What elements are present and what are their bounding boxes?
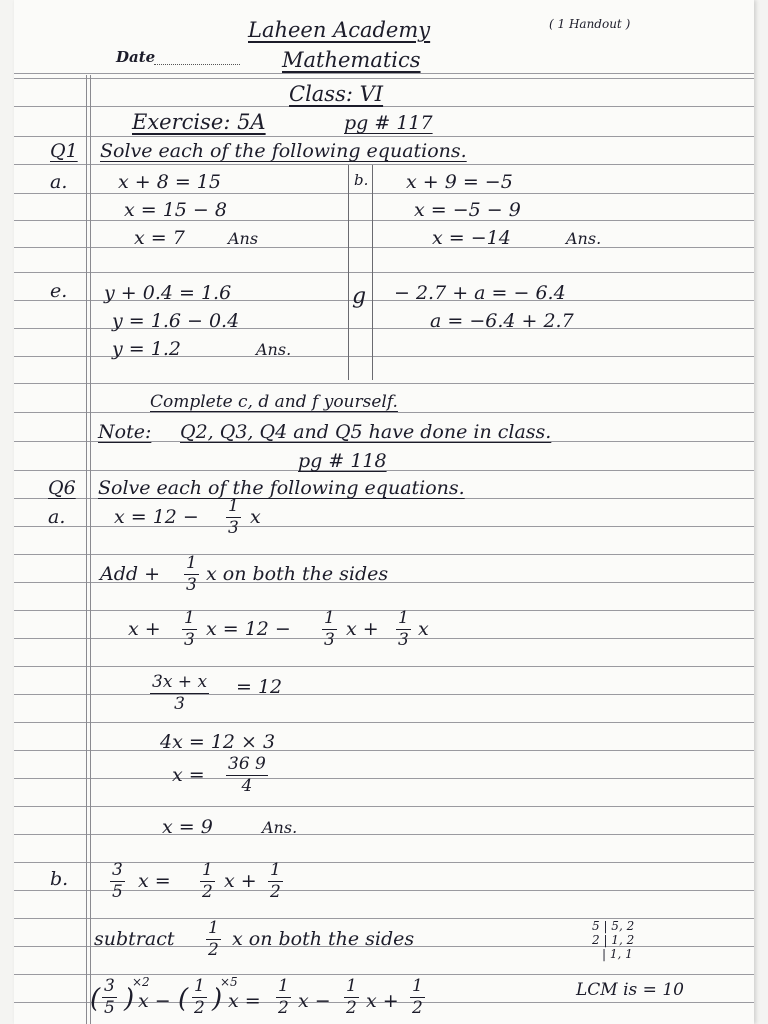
b-step2-frac-1-2 bbox=[192, 978, 207, 1017]
complete-instruction: Complete c, d and f yourself. bbox=[150, 392, 398, 412]
b-step2-paren-open-2: ( bbox=[178, 984, 189, 1014]
part-g-line-2: a = −6.4 + 2.7 bbox=[430, 310, 574, 332]
b-step2-mult-5: ×5 bbox=[220, 975, 238, 989]
subtract-fraction bbox=[206, 920, 221, 959]
fraction-denominator: 5 bbox=[104, 998, 115, 1018]
margin-line-outer bbox=[86, 75, 87, 1024]
column-divider-right bbox=[372, 165, 373, 380]
q1-instruction: Solve each of the following equations. bbox=[100, 140, 467, 162]
part-b-ans: Ans. bbox=[566, 229, 602, 248]
ruled-line bbox=[14, 974, 754, 975]
ruled-line bbox=[14, 383, 754, 384]
fraction-denominator: 2 bbox=[202, 882, 213, 902]
fraction-numerator: 1 bbox=[194, 976, 205, 996]
handout-page bbox=[14, 0, 754, 1024]
b-step2-frac-1-2-c bbox=[344, 978, 359, 1017]
step3-fraction bbox=[150, 674, 209, 713]
step2-end-var: x bbox=[418, 618, 429, 640]
step2-frac-1 bbox=[182, 610, 197, 649]
step6: x = 9 bbox=[162, 816, 213, 838]
step2-frac-3 bbox=[396, 610, 411, 649]
step2-mid: x = 12 − bbox=[206, 618, 291, 640]
b-step2-paren-close-2: ) bbox=[212, 984, 223, 1014]
lcm-work-1: 5 | 5, 2 bbox=[592, 919, 635, 933]
step5-fraction bbox=[226, 756, 268, 795]
q1-label: Q1 bbox=[50, 140, 78, 162]
part-b-line-3: x = −14 bbox=[432, 227, 511, 249]
ruled-line bbox=[14, 610, 754, 611]
fraction-numerator: 1 bbox=[346, 976, 357, 996]
part-a-line-2: x = 15 − 8 bbox=[124, 199, 227, 221]
fraction-numerator: 1 bbox=[324, 608, 335, 628]
ruled-line bbox=[14, 638, 754, 639]
fraction-numerator: 1 bbox=[186, 553, 197, 573]
b-eq-mid: x = bbox=[138, 870, 171, 892]
class-label: Class: VI bbox=[289, 82, 384, 106]
fraction-numerator: 1 bbox=[202, 860, 213, 880]
b-step2-c: x − bbox=[298, 990, 331, 1012]
page-118-ref: pg # 118 bbox=[298, 450, 387, 472]
ruled-line bbox=[14, 834, 754, 835]
fraction-numerator: 3 bbox=[112, 860, 123, 880]
part-a-line-3: x = 7 bbox=[134, 227, 185, 249]
ruled-line bbox=[14, 73, 754, 74]
handout-label: ( 1 Handout ) bbox=[549, 17, 631, 31]
part-b-label: b. bbox=[354, 171, 369, 189]
fraction-denominator: 3 bbox=[186, 575, 197, 595]
add-text-2: x on both the sides bbox=[206, 563, 389, 585]
part-e-ans: Ans. bbox=[256, 340, 292, 359]
ruled-line bbox=[14, 554, 754, 555]
part-e-label: e. bbox=[50, 280, 68, 302]
ruled-line bbox=[14, 136, 754, 137]
part-b-line-1: x + 9 = −5 bbox=[406, 171, 513, 193]
ruled-line bbox=[14, 890, 754, 891]
b-step2-frac-1-2-b bbox=[276, 978, 291, 1017]
ruled-line bbox=[14, 193, 754, 194]
ruled-line bbox=[14, 918, 754, 919]
fraction-denominator: 3 bbox=[174, 694, 185, 714]
q6-part-b-label: b. bbox=[50, 868, 69, 890]
ruled-line bbox=[14, 412, 754, 413]
fraction-denominator: 3 bbox=[324, 630, 335, 650]
subject-title: Mathematics bbox=[282, 48, 421, 72]
ruled-line bbox=[14, 78, 754, 79]
b-step2-frac-1-2-d bbox=[410, 978, 425, 1017]
fraction-denominator: 3 bbox=[398, 630, 409, 650]
ruled-line bbox=[14, 247, 754, 248]
q6-instruction: Solve each of the following equations. bbox=[98, 477, 465, 499]
step2-plus: x + bbox=[346, 618, 379, 640]
fraction-numerator: 36 9 bbox=[228, 754, 266, 774]
part-a-ans: Ans bbox=[228, 229, 259, 248]
b-step2-paren-open: ( bbox=[90, 984, 101, 1014]
ruled-line bbox=[14, 750, 754, 751]
q6-a-fraction bbox=[226, 498, 241, 537]
date-label: Date bbox=[116, 48, 156, 66]
fraction-numerator: 1 bbox=[228, 496, 239, 516]
ruled-line bbox=[14, 272, 754, 273]
part-a-label: a. bbox=[50, 171, 68, 193]
part-g-line-1: − 2.7 + a = − 6.4 bbox=[394, 282, 566, 304]
ruled-line bbox=[14, 666, 754, 667]
b-step2-frac-3-5 bbox=[102, 978, 117, 1017]
fraction-numerator: 1 bbox=[278, 976, 289, 996]
subtract-text-1: subtract bbox=[94, 928, 175, 950]
lcm-work-2: 2 | 1, 2 bbox=[592, 933, 635, 947]
subtract-text-2: x on both the sides bbox=[232, 928, 415, 950]
ruled-line bbox=[14, 806, 754, 807]
step5-lhs: x = bbox=[172, 764, 205, 786]
step2-frac-2 bbox=[322, 610, 337, 649]
b-step2-mult-2: ×2 bbox=[132, 975, 150, 989]
b-step2-d: x + bbox=[366, 990, 399, 1012]
part-e-line-2: y = 1.6 − 0.4 bbox=[112, 310, 240, 332]
q6-part-a-label: a. bbox=[48, 506, 66, 528]
b-frac-1-2 bbox=[200, 862, 215, 901]
add-text-1: Add + bbox=[100, 563, 161, 585]
ruled-line bbox=[14, 694, 754, 695]
fraction-denominator: 2 bbox=[194, 998, 205, 1018]
fraction-numerator: 3x + x bbox=[152, 672, 208, 692]
lcm-result: LCM is = 10 bbox=[576, 980, 684, 1000]
part-e-line-1: y + 0.4 = 1.6 bbox=[104, 282, 232, 304]
part-g-label: g bbox=[352, 284, 367, 309]
ruled-line bbox=[14, 106, 754, 107]
q6-a-var: x bbox=[250, 506, 261, 528]
fraction-numerator: 1 bbox=[270, 860, 281, 880]
step2-lhs: x + bbox=[128, 618, 161, 640]
fraction-denominator: 3 bbox=[228, 518, 239, 538]
step6-ans: Ans. bbox=[262, 818, 298, 837]
ruled-line bbox=[14, 862, 754, 863]
note-label: Note: bbox=[98, 421, 152, 443]
fraction-denominator: 4 bbox=[241, 776, 253, 796]
part-a-line-1: x + 8 = 15 bbox=[118, 171, 221, 193]
fraction-numerator: 1 bbox=[184, 608, 195, 628]
date-blank-line bbox=[154, 64, 240, 65]
step3-rhs: = 12 bbox=[236, 676, 283, 698]
fraction-denominator: 2 bbox=[412, 998, 423, 1018]
part-e-line-3: y = 1.2 bbox=[112, 338, 181, 360]
b-frac-3-5 bbox=[110, 862, 125, 901]
step4: 4x = 12 × 3 bbox=[160, 731, 276, 753]
b-step2-b: x = bbox=[228, 990, 261, 1012]
q6-a-equation-lhs: x = 12 − bbox=[114, 506, 199, 528]
margin-line-inner bbox=[90, 75, 91, 1024]
ruled-line bbox=[14, 722, 754, 723]
fraction-numerator: 1 bbox=[398, 608, 409, 628]
ruled-line bbox=[14, 778, 754, 779]
fraction-denominator: 2 bbox=[208, 940, 219, 960]
lcm-work-3: | 1, 1 bbox=[602, 947, 633, 961]
fraction-denominator: 5 bbox=[112, 882, 123, 902]
fraction-denominator: 2 bbox=[278, 998, 289, 1018]
add-fraction bbox=[184, 555, 199, 594]
fraction-denominator: 2 bbox=[270, 882, 281, 902]
fraction-numerator: 3 bbox=[104, 976, 115, 996]
fraction-denominator: 3 bbox=[184, 630, 195, 650]
b-frac-1-2-b bbox=[268, 862, 283, 901]
fraction-numerator: 1 bbox=[412, 976, 423, 996]
fraction-numerator: 1 bbox=[208, 918, 219, 938]
ruled-line bbox=[14, 164, 754, 165]
fraction-denominator: 2 bbox=[346, 998, 357, 1018]
b-eq-plus: x + bbox=[224, 870, 257, 892]
b-step2-paren-close: ) bbox=[124, 984, 135, 1014]
column-divider-left bbox=[348, 165, 349, 380]
exercise-title: Exercise: 5A bbox=[132, 110, 266, 134]
academy-name: Laheen Academy bbox=[248, 18, 431, 42]
note-text: Q2, Q3, Q4 and Q5 have done in class. bbox=[180, 421, 552, 443]
b-step2-a: x − bbox=[138, 990, 171, 1012]
q6-label: Q6 bbox=[48, 477, 76, 499]
exercise-page-ref: pg # 117 bbox=[344, 112, 433, 134]
part-b-line-2: x = −5 − 9 bbox=[414, 199, 521, 221]
